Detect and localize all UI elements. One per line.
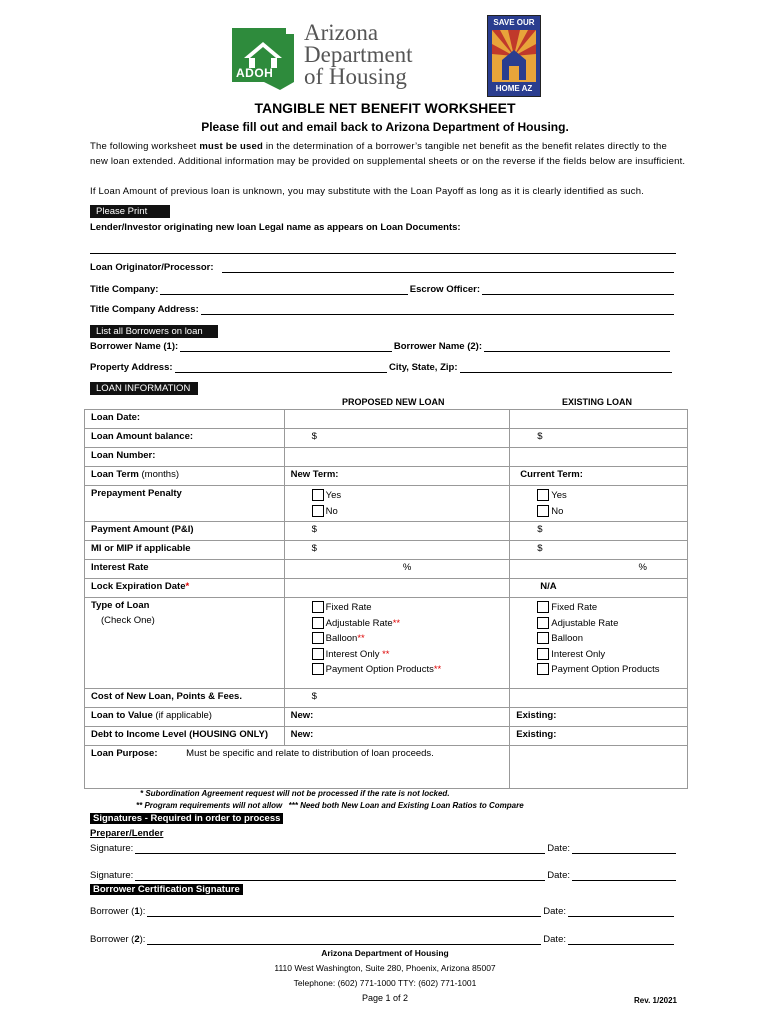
table-row xyxy=(85,522,688,541)
checkbox[interactable] xyxy=(312,632,324,644)
checkbox[interactable] xyxy=(537,648,549,660)
ltv-note: (if applicable) xyxy=(155,710,212,721)
col-proposed-header: PROPOSED NEW LOAN xyxy=(342,397,445,407)
loan-amount-label: Loan Amount balance: xyxy=(85,429,285,448)
current-term-field[interactable]: Current Term: xyxy=(510,467,688,486)
checkbox[interactable] xyxy=(312,601,324,613)
loan-number-new-field[interactable] xyxy=(284,448,510,467)
rate-new-field[interactable] xyxy=(284,560,510,579)
org-name-line1: Arizona xyxy=(304,20,379,45)
table-row xyxy=(85,541,688,560)
checkbox[interactable] xyxy=(537,505,549,517)
loan-type-new-interest-only[interactable] xyxy=(312,647,504,663)
table-row xyxy=(85,689,688,708)
dti-label: Debt to Income Level (HOUSING ONLY) xyxy=(85,727,285,746)
option-label: Adjustable Rate xyxy=(325,617,393,629)
borrower1-label: Borrower Name (1): xyxy=(90,341,179,352)
prepayment-new-options xyxy=(284,486,510,522)
checkbox[interactable] xyxy=(537,632,549,644)
intro-paragraph xyxy=(90,139,686,169)
borrower2-label: Borrower Name (2): xyxy=(393,341,482,352)
page-number: Page 1 of 2 xyxy=(361,993,409,1003)
property-address-field[interactable] xyxy=(175,363,388,373)
required-star: ** xyxy=(382,648,390,660)
footer-address: 1110 West Washington, Suite 280, Phoenix, Arizona 85007 xyxy=(274,963,496,973)
title-company-label: Title Company: xyxy=(90,284,159,295)
dollar-sign: $ xyxy=(311,524,317,535)
prepay-new-no[interactable] xyxy=(312,504,504,520)
ltv-label xyxy=(85,708,285,727)
title-company-field[interactable] xyxy=(160,285,407,295)
option-label: Fixed Rate xyxy=(325,602,372,613)
checkbox[interactable] xyxy=(312,617,324,629)
lender-signature-field[interactable] xyxy=(135,871,545,881)
lender-date-field[interactable] xyxy=(572,871,676,881)
org-name-line2: Department xyxy=(304,42,413,67)
option-label: Yes xyxy=(551,490,567,501)
loan-purpose-field[interactable] xyxy=(85,746,510,789)
interest-rate-label: Interest Rate xyxy=(85,560,285,579)
checkbox[interactable] xyxy=(537,617,549,629)
footnote-2b: *** Need both New Loan and Existing Loan Ratios to Compare xyxy=(288,801,524,810)
loan-information-label: LOAN INFORMATION xyxy=(90,382,198,395)
borrower2-field[interactable] xyxy=(484,342,670,352)
loan-date-existing-field[interactable] xyxy=(510,410,688,429)
loan-type-new-options xyxy=(284,598,510,689)
sunburst-house-icon xyxy=(492,30,536,82)
loan-type-new-balloon[interactable] xyxy=(312,631,504,647)
col-existing-header: EXISTING LOAN xyxy=(562,397,633,407)
loan-date-new-field[interactable] xyxy=(284,410,510,429)
preparer-date-field[interactable] xyxy=(572,844,676,854)
payment-existing-field[interactable] xyxy=(510,522,688,541)
ltv-text: Loan to Value xyxy=(91,710,153,721)
checkbox[interactable] xyxy=(312,489,324,501)
prepay-new-yes[interactable] xyxy=(312,488,504,504)
borrower2-pre: Borrower ( xyxy=(90,934,135,945)
borrower-certification-heading: Borrower Certification Signature xyxy=(90,884,243,895)
payment-new-field[interactable] xyxy=(284,522,510,541)
footer-org: Arizona Department of Housing xyxy=(321,948,449,958)
lock-expiration-label xyxy=(85,579,285,598)
page-title: TANGIBLE NET BENEFIT WORKSHEET xyxy=(254,100,516,116)
adoh-badge-text: ADOH xyxy=(236,66,274,80)
loan-amount-existing-field[interactable] xyxy=(510,429,688,448)
option-label: No xyxy=(551,505,564,517)
borrower2-signature-label xyxy=(90,934,145,945)
checkbox[interactable] xyxy=(537,489,549,501)
option-label: Balloon xyxy=(551,633,583,644)
option-label: Balloon xyxy=(325,633,358,644)
mi-mip-label: MI or MIP if applicable xyxy=(85,541,285,560)
preparer-signature-row xyxy=(90,843,678,854)
borrower2-signature-row xyxy=(90,934,676,945)
borrower-names-row xyxy=(90,341,672,352)
dti-new-field[interactable]: New: xyxy=(284,727,510,746)
dti-existing-field[interactable]: Existing: xyxy=(510,727,688,746)
intro-text-b: in the determination of a borrower’s tangible net benefit as the benefit relates directly to the new loan extended. Additional information may be provided on supplemental sheets or on the reverse if the fields below are insufficient. xyxy=(90,141,686,167)
date-label: Date: xyxy=(543,934,566,945)
prepayment-penalty-label: Prepayment Penalty xyxy=(85,486,285,522)
save-our-home-logo xyxy=(487,15,541,97)
checkbox[interactable] xyxy=(312,663,324,675)
checkbox[interactable] xyxy=(312,505,324,517)
required-star: * xyxy=(185,581,190,592)
footnote-2a: ** Program requirements will not allow xyxy=(136,801,283,810)
dollar-sign: $ xyxy=(311,431,317,442)
borrower1-post: ): xyxy=(139,906,146,917)
table-row xyxy=(85,708,688,727)
borrower2-date-field[interactable] xyxy=(568,935,674,945)
preparer-lender-heading: Preparer/Lender xyxy=(90,828,164,839)
new-term-field[interactable]: New Term: xyxy=(284,467,510,486)
loan-number-existing-field[interactable] xyxy=(510,448,688,467)
required-star: ** xyxy=(433,664,442,675)
table-row xyxy=(85,746,688,789)
escrow-officer-label: Escrow Officer: xyxy=(409,284,480,295)
table-row xyxy=(85,410,688,429)
borrower1-signature-row xyxy=(90,906,676,917)
property-address-label: Property Address: xyxy=(90,362,173,373)
poster-bottom-text: HOME AZ xyxy=(495,84,533,93)
borrower1-field[interactable] xyxy=(180,342,392,352)
lender-signature-row xyxy=(90,870,678,881)
loan-term-unit: (months) xyxy=(141,469,179,480)
required-star: ** xyxy=(392,617,401,629)
mi-existing-field[interactable] xyxy=(510,541,688,560)
loan-term-text: Loan Term xyxy=(91,469,139,480)
checkbox[interactable] xyxy=(312,648,324,660)
option-label: Payment Option Products xyxy=(325,664,434,675)
checkbox[interactable] xyxy=(537,663,549,675)
date-label: Date: xyxy=(547,843,570,854)
borrower2-signature-field[interactable] xyxy=(147,935,541,945)
prepay-existing-no[interactable] xyxy=(537,504,681,520)
table-row xyxy=(85,727,688,746)
poster-top-text: SAVE OUR xyxy=(493,18,535,27)
dollar-sign: $ xyxy=(537,524,543,535)
prepayment-existing-options xyxy=(510,486,688,522)
borrower2-num: 2 xyxy=(134,934,140,945)
loan-amount-new-field[interactable] xyxy=(284,429,510,448)
signatures-heading: Signatures - Required in order to process xyxy=(90,813,283,824)
page-subtitle: Please fill out and email back to Arizona Department of Housing. xyxy=(201,120,569,134)
org-name xyxy=(304,22,413,88)
borrower1-signature-field[interactable] xyxy=(147,907,541,917)
required-star: ** xyxy=(357,633,365,644)
check-one-note: (Check One) xyxy=(101,615,155,626)
preparer-signature-field[interactable] xyxy=(135,844,545,854)
table-row xyxy=(85,467,688,486)
cost-existing-field[interactable] xyxy=(510,689,688,708)
cost-new-field[interactable] xyxy=(284,689,510,708)
loan-date-label: Loan Date: xyxy=(85,410,285,429)
intro-paragraph-2: If Loan Amount of previous loan is unknown, you may substitute with the Loan Payoff as long as it is clearly identified as such. xyxy=(90,186,645,197)
city-state-zip-field[interactable] xyxy=(460,363,673,373)
date-label: Date: xyxy=(547,870,570,881)
title-address-field[interactable] xyxy=(201,305,674,315)
borrower2-post: ): xyxy=(139,934,146,945)
adoh-logo xyxy=(230,26,296,92)
originator-row xyxy=(90,262,676,273)
loan-type-existing-interest-only[interactable] xyxy=(537,647,681,663)
loan-type-existing-balloon[interactable] xyxy=(537,631,681,647)
lock-expiration-text: Lock Expiration Date xyxy=(91,581,186,592)
payment-amount-label: Payment Amount (P&I) xyxy=(85,522,285,541)
lock-existing-na: N/A xyxy=(510,579,688,598)
loan-type-new-fixed[interactable] xyxy=(312,600,504,616)
dollar-sign: $ xyxy=(537,431,543,442)
intro-text-bold: must be used xyxy=(199,141,263,152)
table-row xyxy=(85,429,688,448)
title-address-label: Title Company Address: xyxy=(90,304,199,315)
loan-information-table xyxy=(84,409,688,789)
option-label: Adjustable Rate xyxy=(551,617,619,629)
loan-purpose-label: Loan Purpose: xyxy=(91,748,158,759)
type-of-loan-label xyxy=(85,598,285,689)
borrower1-num: 1 xyxy=(134,906,140,917)
rate-existing-field[interactable] xyxy=(510,560,688,579)
escrow-officer-field[interactable] xyxy=(482,285,674,295)
loan-type-existing-fixed[interactable] xyxy=(537,600,681,616)
option-label: Fixed Rate xyxy=(551,602,598,613)
option-label: No xyxy=(325,505,338,517)
option-label: Payment Option Products xyxy=(551,664,660,675)
table-row xyxy=(85,579,688,598)
revision-label: Rev. 1/2021 xyxy=(634,996,677,1005)
originator-label: Loan Originator/Processor: xyxy=(90,262,214,273)
title-address-row xyxy=(90,304,676,315)
checkbox[interactable] xyxy=(537,601,549,613)
prepay-existing-yes[interactable] xyxy=(537,488,681,504)
table-row xyxy=(85,598,688,689)
table-row xyxy=(85,448,688,467)
option-label: Interest Only xyxy=(325,648,380,660)
date-label: Date: xyxy=(543,906,566,917)
title-company-row xyxy=(90,284,676,295)
footer-phone: Telephone: (602) 771-1000 TTY: (602) 771-1001 xyxy=(293,978,477,988)
borrower1-pre: Borrower ( xyxy=(90,906,135,917)
borrower1-date-field[interactable] xyxy=(568,907,674,917)
signature-label: Signature: xyxy=(90,870,134,881)
percent-sign: % xyxy=(402,562,412,573)
table-row xyxy=(85,486,688,522)
loan-type-existing-adjustable[interactable] xyxy=(537,616,681,632)
please-print-label: Please Print xyxy=(90,205,170,218)
lender-name-field[interactable] xyxy=(90,243,676,254)
option-label: Interest Only xyxy=(551,648,606,660)
loan-purpose-note: Must be specific and relate to distribution of loan proceeds. xyxy=(186,748,434,759)
percent-sign: % xyxy=(638,562,647,573)
dollar-sign: $ xyxy=(311,691,317,702)
city-state-zip-label: City, State, Zip: xyxy=(389,362,458,373)
footnote-1: * Subordination Agreement request will not be processed if the rate is not locked. xyxy=(140,789,450,798)
loan-type-new-adjustable[interactable] xyxy=(312,616,504,632)
signature-label: Signature: xyxy=(90,843,134,854)
loan-type-existing-payment-option[interactable] xyxy=(537,662,681,678)
property-row xyxy=(90,362,674,373)
intro-text-a: The following worksheet xyxy=(90,141,200,152)
loan-purpose-existing-field[interactable] xyxy=(510,746,688,789)
originator-field[interactable] xyxy=(222,263,674,273)
loan-number-label: Loan Number: xyxy=(85,448,285,467)
ltv-new-field[interactable]: New: xyxy=(284,708,510,727)
dollar-sign: $ xyxy=(311,543,317,554)
ltv-existing-field[interactable]: Existing: xyxy=(510,708,688,727)
org-name-line3: of Housing xyxy=(304,64,407,89)
loan-type-new-payment-option[interactable] xyxy=(312,662,504,678)
borrower1-signature-label xyxy=(90,906,145,917)
table-row xyxy=(85,560,688,579)
dollar-sign: $ xyxy=(537,543,543,554)
borrowers-label: List all Borrowers on loan xyxy=(90,325,218,338)
footnote-2 xyxy=(136,801,524,810)
loan-term-label xyxy=(85,467,285,486)
loan-type-existing-options xyxy=(510,598,688,689)
cost-label: Cost of New Loan, Points & Fees. xyxy=(85,689,285,708)
mi-new-field[interactable] xyxy=(284,541,510,560)
option-label: Yes xyxy=(325,490,342,501)
type-of-loan-text: Type of Loan xyxy=(91,600,150,611)
lender-label: Lender/Investor originating new loan Legal name as appears on Loan Documents: xyxy=(90,222,461,233)
lock-new-field[interactable] xyxy=(284,579,510,598)
